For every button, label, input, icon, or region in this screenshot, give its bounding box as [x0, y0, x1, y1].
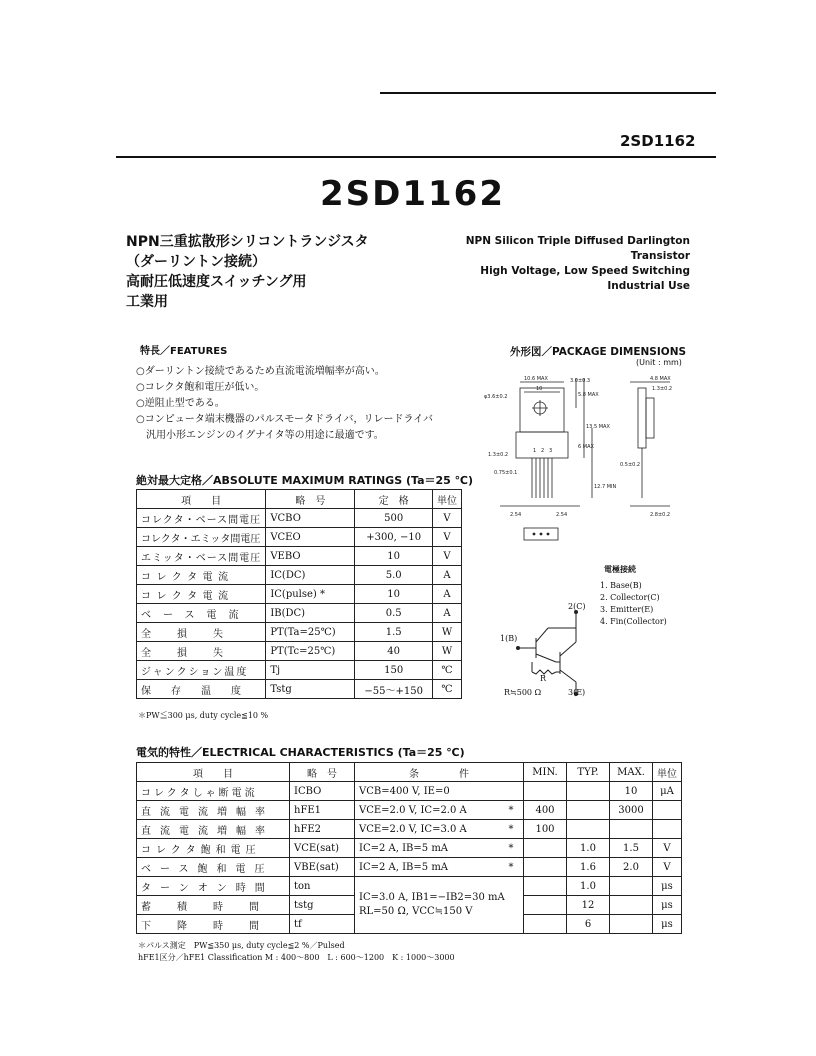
mark-cell: *: [499, 858, 524, 877]
value-cell: 1.5: [355, 623, 433, 642]
value-cell: 0.5: [355, 604, 433, 623]
unit-cell: V: [433, 509, 462, 528]
header-cell: 略 号: [266, 490, 355, 509]
table-row: [137, 566, 462, 585]
dim-label: 2.54: [556, 512, 568, 518]
table-row: [137, 547, 462, 566]
table-row: [137, 820, 682, 839]
item-cell: ベース電流: [137, 604, 266, 623]
item-cell: ターンオン時間: [137, 877, 290, 896]
elec-note: ＊パルス測定 PW≦350 μs, duty cycle≦2 %／Pulsed: [138, 941, 345, 950]
circuit-label-c: 2(C): [568, 602, 586, 611]
typ-cell: 1.6: [567, 858, 610, 877]
unit-cell: μs: [653, 915, 682, 934]
package-heading: 外形図／PACKAGE DIMENSIONS: [510, 346, 687, 358]
value-cell: 500: [355, 509, 433, 528]
elec-table: [136, 762, 682, 934]
value-cell: 150: [355, 661, 433, 680]
typ-cell: 1.0: [567, 877, 610, 896]
table-row: [137, 801, 682, 820]
table-row: [137, 528, 462, 547]
en-line: High Voltage, Low Speed Switching: [480, 265, 690, 277]
table-row: [137, 509, 462, 528]
mark-cell: [499, 782, 524, 801]
unit-cell: V: [433, 547, 462, 566]
symbol-cell: tstg: [290, 896, 355, 915]
value-cell: −55～+150: [355, 680, 433, 699]
item-cell: コレクタ電流: [137, 585, 266, 604]
cond-cell: VCE=2.0 V, IC=2.0 A: [355, 801, 500, 820]
item-cell: 直流電流増幅率: [137, 801, 290, 820]
unit-cell: W: [433, 623, 462, 642]
dim-label: 1.3±0.2: [652, 386, 673, 392]
symbol-cell: VCEO: [266, 528, 355, 547]
unit-cell: [653, 820, 682, 839]
dim-label: 1.3±0.2: [488, 452, 509, 458]
en-line: Industrial Use: [607, 280, 690, 292]
en-description: [410, 234, 690, 294]
table-row: [137, 623, 462, 642]
dim-label: 0.5±0.2: [620, 462, 641, 468]
features-list: [136, 364, 433, 444]
header-cell: 略 号: [290, 763, 355, 782]
dim-label: 5.8 MAX: [578, 392, 599, 398]
header-cell: 単位: [653, 763, 682, 782]
header-cell: MIN.: [524, 763, 567, 782]
min-cell: 400: [524, 801, 567, 820]
min-cell: [524, 858, 567, 877]
feature-item: ○コレクタ飽和電圧が低い。: [136, 382, 265, 393]
max-cell: [610, 820, 653, 839]
typ-cell: 1.0: [567, 839, 610, 858]
symbol-cell: IB(DC): [266, 604, 355, 623]
pinout-heading: 電極接続: [604, 565, 636, 574]
unit-cell: ℃: [433, 680, 462, 699]
symbol-cell: ICBO: [290, 782, 355, 801]
mark-cell: *: [499, 820, 524, 839]
circuit-label-b: 1(B): [500, 634, 518, 643]
symbol-cell: IC(pulse) *: [266, 585, 355, 604]
feature-item: 汎用小形エンジンのイグナイタ等の用途に最適です。: [136, 430, 384, 441]
dim-label: 6 MAX: [578, 444, 594, 450]
unit-cell: W: [433, 642, 462, 661]
table-row: [137, 858, 682, 877]
table-row: [137, 680, 462, 699]
symbol-cell: PT(Ta=25℃): [266, 623, 355, 642]
symbol-cell: VCE(sat): [290, 839, 355, 858]
dim-label: 3.0±0.3: [570, 378, 591, 384]
pinout-item: 3. Emitter(E): [600, 605, 654, 614]
feature-item: ○コンピュータ端末機器のパルスモータドライバ，リレードライバ: [136, 414, 434, 425]
side-view-body: [646, 398, 654, 438]
item-cell: 全損失: [137, 623, 266, 642]
feature-item: ○逆阻止型である。: [136, 398, 225, 409]
symbol-cell: hFE2: [290, 820, 355, 839]
switch-cond-line: IC=3.0 A, IB1=−IB2=30 mA: [359, 892, 505, 903]
item-cell: 全損失: [137, 642, 266, 661]
circuit-label-rval: R≒500 Ω: [504, 688, 542, 697]
cond-cell: VCB=400 V, IE=0: [355, 782, 500, 801]
header-cell: 定 格: [355, 490, 433, 509]
header-part-number: 2SD1162: [620, 132, 696, 150]
symbol-cell: ton: [290, 877, 355, 896]
darlington-circuit: [496, 598, 606, 698]
switch-cond-cell: [355, 877, 524, 934]
max-cell: [610, 915, 653, 934]
unit-cell: ℃: [433, 661, 462, 680]
symbol-cell: VEBO: [266, 547, 355, 566]
table-row: [137, 642, 462, 661]
cond-cell: IC=2 A, IB=5 mA: [355, 858, 500, 877]
min-cell: [524, 896, 567, 915]
symbol-cell: tf: [290, 915, 355, 934]
en-line: NPN Silicon Triple Diffused Darlington Transistor: [465, 235, 690, 262]
page-title: 2SD1162: [320, 174, 505, 214]
cond-cell: VCE=2.0 V, IC=3.0 A: [355, 820, 500, 839]
elec-heading: [136, 744, 465, 760]
item-cell: 蓄積時間: [137, 896, 290, 915]
elec-note: hFE1区分／hFE1 Classification M : 400～800 L : 600～1200 K : 1000～3000: [138, 953, 455, 962]
dim-label: 4.8 MAX: [650, 376, 671, 382]
value-cell: 10: [355, 547, 433, 566]
abs-max-cond: (Ta＝25 ℃): [405, 474, 474, 487]
package-mold: [516, 432, 568, 458]
min-cell: [524, 839, 567, 858]
jp-line: （ダーリントン接続）: [126, 254, 266, 270]
circuit-label-r: R: [540, 674, 547, 683]
max-cell: 2.0: [610, 858, 653, 877]
abs-max-title: 絶対最大定格／ABSOLUTE MAXIMUM RATINGS: [136, 474, 403, 487]
jp-description: [126, 232, 369, 312]
typ-cell: [567, 820, 610, 839]
abs-max-note: ＊PW≦300 μs, duty cycle≦10 %: [138, 711, 269, 720]
dim-label: 10: [536, 386, 543, 392]
table-row: [137, 604, 462, 623]
unit-cell: μs: [653, 877, 682, 896]
typ-cell: [567, 801, 610, 820]
mark-cell: *: [499, 801, 524, 820]
min-cell: [524, 782, 567, 801]
item-cell: ジャンクション温度: [137, 661, 266, 680]
min-cell: 100: [524, 820, 567, 839]
item-cell: コレクタ・エミッタ間電圧: [137, 528, 266, 547]
pin-number: 3: [549, 448, 553, 454]
dim-label: 13.5 MAX: [586, 424, 610, 430]
table-row: [137, 877, 682, 896]
max-cell: 3000: [610, 801, 653, 820]
max-cell: [610, 896, 653, 915]
circuit-label-e: 3(E): [568, 688, 586, 697]
abs-max-heading: [136, 472, 473, 488]
dim-label: 2.54: [510, 512, 522, 518]
header-cell: TYP.: [567, 763, 610, 782]
value-cell: 5.0: [355, 566, 433, 585]
pin-number: 2: [541, 448, 545, 454]
table-row: [137, 661, 462, 680]
unit-cell: μs: [653, 896, 682, 915]
dim-label: φ3.6±0.2: [484, 394, 508, 400]
item-cell: コレクタ・ベース間電圧: [137, 509, 266, 528]
symbol-cell: VBE(sat): [290, 858, 355, 877]
switch-cond-line: RL=50 Ω, VCC≒150 V: [359, 906, 473, 917]
table-header: [137, 490, 462, 509]
max-cell: 10: [610, 782, 653, 801]
symbol-cell: Tstg: [266, 680, 355, 699]
elec-cond: (Ta＝25 ℃): [397, 746, 465, 759]
min-cell: [524, 915, 567, 934]
typ-cell: 12: [567, 896, 610, 915]
symbol-cell: hFE1: [290, 801, 355, 820]
item-cell: エミッタ・ベース間電圧: [137, 547, 266, 566]
item-cell: コレクタしゃ断電流: [137, 782, 290, 801]
typ-cell: 6: [567, 915, 610, 934]
min-cell: [524, 877, 567, 896]
abs-max-table: [136, 489, 462, 699]
pin-number: 1: [533, 448, 537, 454]
table-row: [137, 585, 462, 604]
value-cell: +300, −10: [355, 528, 433, 547]
symbol-cell: VCBO: [266, 509, 355, 528]
table-row: [137, 839, 682, 858]
unit-cell: V: [653, 858, 682, 877]
max-cell: 1.5: [610, 839, 653, 858]
item-cell: コレクタ飽和電圧: [137, 839, 290, 858]
unit-cell: V: [433, 528, 462, 547]
unit-cell: μA: [653, 782, 682, 801]
table-header: [137, 763, 682, 782]
unit-cell: [653, 801, 682, 820]
pinout-list: [600, 580, 667, 628]
item-cell: コレクタ電流: [137, 566, 266, 585]
header-rule: [116, 156, 716, 158]
unit-cell: V: [653, 839, 682, 858]
dim-label: 12.7 MIN: [594, 484, 617, 490]
item-cell: 直流電流増幅率: [137, 820, 290, 839]
unit-cell: A: [433, 585, 462, 604]
header-cell: 項 目: [137, 490, 266, 509]
unit-cell: A: [433, 604, 462, 623]
item-cell: 下降時間: [137, 915, 290, 934]
feature-item: ○ダーリントン接続であるため直流電流増幅率が高い。: [136, 366, 385, 377]
header-cell: 単位: [433, 490, 462, 509]
package-body: [520, 388, 564, 432]
elec-notes: [138, 940, 455, 964]
pinout-item: 4. Fin(Collector): [600, 617, 667, 626]
jp-line: 工業用: [126, 294, 168, 310]
max-cell: [610, 877, 653, 896]
jp-line: NPN三重拡散形シリコントランジスタ: [126, 234, 369, 250]
symbol-cell: IC(DC): [266, 566, 355, 585]
header-cell: 条 件: [355, 763, 524, 782]
side-view-fin: [638, 388, 646, 448]
pinout-item: 2. Collector(C): [600, 593, 660, 602]
package-unit: (Unit : mm): [636, 358, 682, 367]
value-cell: 10: [355, 585, 433, 604]
dim-label: 10.6 MAX: [524, 376, 548, 382]
typ-cell: [567, 782, 610, 801]
jp-line: 高耐圧低速度スイッチング用: [126, 274, 307, 290]
table-row: [137, 782, 682, 801]
top-rule: [380, 92, 716, 94]
dim-label: 2.8±0.2: [650, 512, 671, 518]
pinout-item: 1. Base(B): [600, 581, 642, 590]
header-cell: MAX.: [610, 763, 653, 782]
unit-cell: A: [433, 566, 462, 585]
package-drawing: [480, 368, 710, 550]
symbol-cell: PT(Tc=25℃): [266, 642, 355, 661]
item-cell: 保存温度: [137, 680, 266, 699]
item-cell: ベース飽和電圧: [137, 858, 290, 877]
features-heading: 特長／FEATURES: [140, 346, 228, 357]
value-cell: 40: [355, 642, 433, 661]
header-cell: 項 目: [137, 763, 290, 782]
dim-label: 0.75±0.1: [494, 470, 518, 476]
symbol-cell: Tj: [266, 661, 355, 680]
cond-cell: IC=2 A, IB=5 mA: [355, 839, 500, 858]
mark-cell: *: [499, 839, 524, 858]
elec-title: 電気的特性／ELECTRICAL CHARACTERISTICS: [136, 746, 394, 759]
